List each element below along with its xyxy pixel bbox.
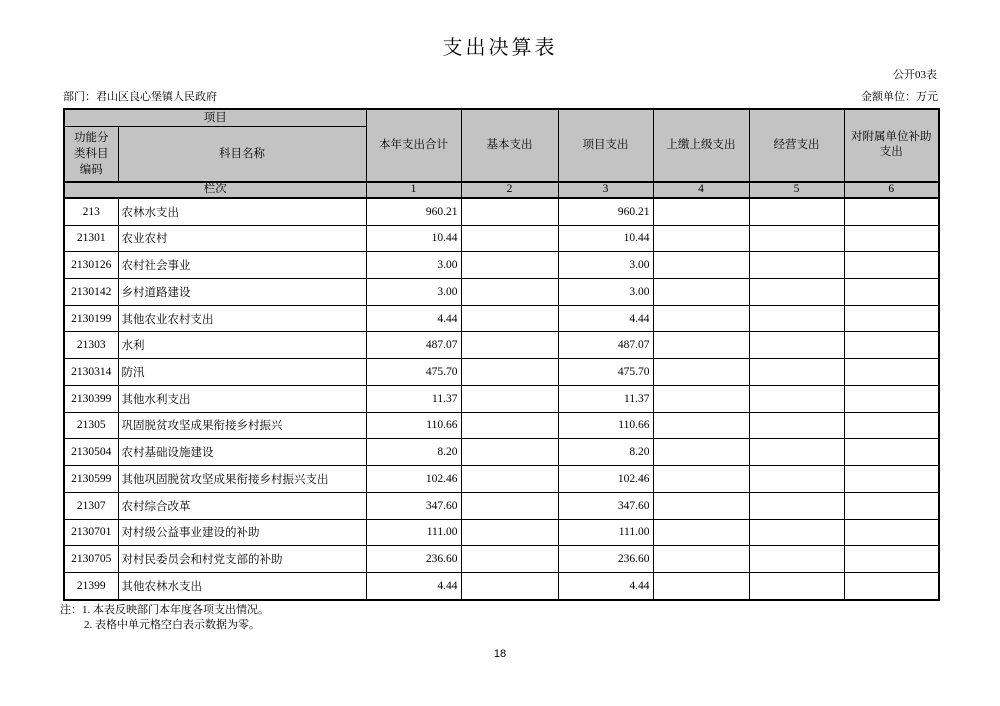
cell-subsidy	[844, 252, 939, 279]
cell-basic	[461, 466, 558, 493]
cell-total: 236.60	[366, 546, 461, 573]
cell-operating	[749, 305, 844, 332]
cell-subject-name: 其他农业农村支出	[118, 305, 366, 332]
cell-upper-payment	[653, 198, 749, 226]
cell-function-code: 21399	[64, 572, 118, 600]
cell-total: 475.70	[366, 359, 461, 386]
cell-subject-name: 水利	[118, 332, 366, 359]
cell-project: 960.21	[558, 198, 653, 226]
cell-subsidy	[844, 519, 939, 546]
cell-subsidy	[844, 492, 939, 519]
cell-function-code: 2130399	[64, 385, 118, 412]
table-row	[64, 385, 939, 412]
cell-project: 11.37	[558, 385, 653, 412]
header-colnum-5: 5	[749, 182, 844, 198]
table-row	[64, 572, 939, 600]
cell-function-code: 2130701	[64, 519, 118, 546]
meta-row	[63, 88, 938, 104]
department-label: 部门：君山区良心堡镇人民政府	[63, 91, 217, 103]
cell-upper-payment	[653, 519, 749, 546]
cell-operating	[749, 546, 844, 573]
cell-function-code: 213	[64, 198, 118, 226]
header-col-upper: 上缴上级支出	[653, 109, 749, 182]
cell-basic	[461, 439, 558, 466]
header-colnum-4: 4	[653, 182, 749, 198]
cell-subsidy	[844, 305, 939, 332]
cell-total: 10.44	[366, 225, 461, 252]
table-header	[64, 109, 939, 198]
cell-upper-payment	[653, 359, 749, 386]
cell-upper-payment	[653, 492, 749, 519]
cell-subject-name: 防汛	[118, 359, 366, 386]
cell-basic	[461, 492, 558, 519]
cell-upper-payment	[653, 225, 749, 252]
cell-operating	[749, 572, 844, 600]
cell-operating	[749, 385, 844, 412]
cell-subject-name: 农村社会事业	[118, 252, 366, 279]
cell-operating	[749, 279, 844, 306]
page-title: 支出决算表	[442, 37, 558, 59]
cell-subject-name: 对村民委员会和村党支部的补助	[118, 546, 366, 573]
cell-operating	[749, 466, 844, 493]
cell-upper-payment	[653, 439, 749, 466]
cell-function-code: 21301	[64, 225, 118, 252]
table-row	[64, 466, 939, 493]
cell-project: 3.00	[558, 252, 653, 279]
cell-operating	[749, 439, 844, 466]
cell-subject-name: 农业农村	[118, 225, 366, 252]
cell-upper-payment	[653, 546, 749, 573]
cell-total: 11.37	[366, 385, 461, 412]
cell-total: 8.20	[366, 439, 461, 466]
header-project: 项目	[64, 109, 366, 127]
header-col-basic: 基本支出	[461, 109, 558, 182]
cell-function-code: 2130504	[64, 439, 118, 466]
header-col-project-exp: 项目支出	[558, 109, 653, 182]
cell-basic	[461, 359, 558, 386]
cell-subject-name: 其他水利支出	[118, 385, 366, 412]
cell-operating	[749, 225, 844, 252]
cell-basic	[461, 225, 558, 252]
cell-subsidy	[844, 279, 939, 306]
cell-total: 960.21	[366, 198, 461, 226]
cell-upper-payment	[653, 305, 749, 332]
note-line-2: 2. 表格中单元格空白表示数据为零。	[84, 619, 260, 631]
cell-function-code: 2130126	[64, 252, 118, 279]
header-colnum-2: 2	[461, 182, 558, 198]
cell-function-code: 21307	[64, 492, 118, 519]
cell-total: 111.00	[366, 519, 461, 546]
header-colnum-1: 1	[366, 182, 461, 198]
cell-function-code: 2130705	[64, 546, 118, 573]
cell-operating	[749, 198, 844, 226]
cell-basic	[461, 519, 558, 546]
page-number: 18	[493, 648, 507, 660]
cell-subject-name: 其他巩固脱贫攻坚成果衔接乡村振兴支出	[118, 466, 366, 493]
table-row	[64, 332, 939, 359]
cell-upper-payment	[653, 252, 749, 279]
cell-function-code: 2130199	[64, 305, 118, 332]
cell-project: 3.00	[558, 279, 653, 306]
cell-subject-name: 农村基础设施建设	[118, 439, 366, 466]
header-colnum-3: 3	[558, 182, 653, 198]
cell-project: 487.07	[558, 332, 653, 359]
cell-total: 347.60	[366, 492, 461, 519]
header-lanci: 栏次	[64, 182, 366, 198]
cell-total: 102.46	[366, 466, 461, 493]
cell-subsidy	[844, 466, 939, 493]
cell-basic	[461, 305, 558, 332]
table-row	[64, 252, 939, 279]
cell-function-code: 2130314	[64, 359, 118, 386]
header-col-subsidy-label: 对附属单位补助支出	[851, 130, 932, 159]
cell-total: 4.44	[366, 572, 461, 600]
cell-operating	[749, 252, 844, 279]
cell-upper-payment	[653, 466, 749, 493]
cell-upper-payment	[653, 332, 749, 359]
cell-subsidy	[844, 439, 939, 466]
cell-operating	[749, 359, 844, 386]
note-line-1: 注：1. 本表反映部门本年度各项支出情况。	[60, 604, 269, 616]
cell-total: 487.07	[366, 332, 461, 359]
cell-project: 10.44	[558, 225, 653, 252]
cell-subsidy	[844, 225, 939, 252]
table-row	[64, 198, 939, 226]
cell-function-code: 2130599	[64, 466, 118, 493]
cell-basic	[461, 572, 558, 600]
header-code-label: 功能分类科目编码	[64, 127, 118, 182]
header-colnum-6: 6	[844, 182, 939, 198]
cell-operating	[749, 519, 844, 546]
table-row	[64, 492, 939, 519]
cell-project: 110.66	[558, 412, 653, 439]
table-row	[64, 225, 939, 252]
cell-function-code: 21303	[64, 332, 118, 359]
cell-project: 475.70	[558, 359, 653, 386]
cell-subject-name: 其他农林水支出	[118, 572, 366, 600]
table-row	[64, 546, 939, 573]
cell-subject-name: 巩固脱贫攻坚成果衔接乡村振兴	[118, 412, 366, 439]
cell-basic	[461, 546, 558, 573]
cell-basic	[461, 412, 558, 439]
notes	[60, 603, 269, 633]
cell-project: 111.00	[558, 519, 653, 546]
expenditure-table	[63, 108, 940, 601]
cell-basic	[461, 385, 558, 412]
unit-label: 金额单位：万元	[861, 91, 938, 103]
cell-upper-payment	[653, 572, 749, 600]
header-col-subsidy	[844, 109, 939, 182]
header-name-label: 科目名称	[118, 127, 366, 182]
cell-total: 110.66	[366, 412, 461, 439]
cell-subject-name: 对村级公益事业建设的补助	[118, 519, 366, 546]
cell-project: 236.60	[558, 546, 653, 573]
cell-upper-payment	[653, 412, 749, 439]
table-row	[64, 412, 939, 439]
table-body	[64, 198, 939, 600]
cell-function-code: 2130142	[64, 279, 118, 306]
cell-basic	[461, 279, 558, 306]
cell-subsidy	[844, 572, 939, 600]
table-row	[64, 439, 939, 466]
cell-subsidy	[844, 332, 939, 359]
cell-upper-payment	[653, 279, 749, 306]
cell-basic	[461, 252, 558, 279]
cell-operating	[749, 412, 844, 439]
cell-subsidy	[844, 359, 939, 386]
cell-subsidy	[844, 546, 939, 573]
cell-subsidy	[844, 198, 939, 226]
header-col-total: 本年支出合计	[366, 109, 461, 182]
cell-subject-name: 农村综合改革	[118, 492, 366, 519]
cell-upper-payment	[653, 385, 749, 412]
cell-project: 4.44	[558, 305, 653, 332]
cell-project: 8.20	[558, 439, 653, 466]
cell-basic	[461, 332, 558, 359]
cell-project: 102.46	[558, 466, 653, 493]
cell-basic	[461, 198, 558, 226]
cell-total: 3.00	[366, 279, 461, 306]
sheet-label: 公开03表	[893, 69, 937, 81]
cell-project: 347.60	[558, 492, 653, 519]
table-row	[64, 359, 939, 386]
cell-total: 3.00	[366, 252, 461, 279]
cell-total: 4.44	[366, 305, 461, 332]
cell-subsidy	[844, 412, 939, 439]
header-col-operating: 经营支出	[749, 109, 844, 182]
cell-subject-name: 农林水支出	[118, 198, 366, 226]
table-row	[64, 305, 939, 332]
cell-operating	[749, 332, 844, 359]
cell-function-code: 21305	[64, 412, 118, 439]
cell-subsidy	[844, 385, 939, 412]
cell-subject-name: 乡村道路建设	[118, 279, 366, 306]
table-row	[64, 279, 939, 306]
cell-project: 4.44	[558, 572, 653, 600]
cell-operating	[749, 492, 844, 519]
table-row	[64, 519, 939, 546]
